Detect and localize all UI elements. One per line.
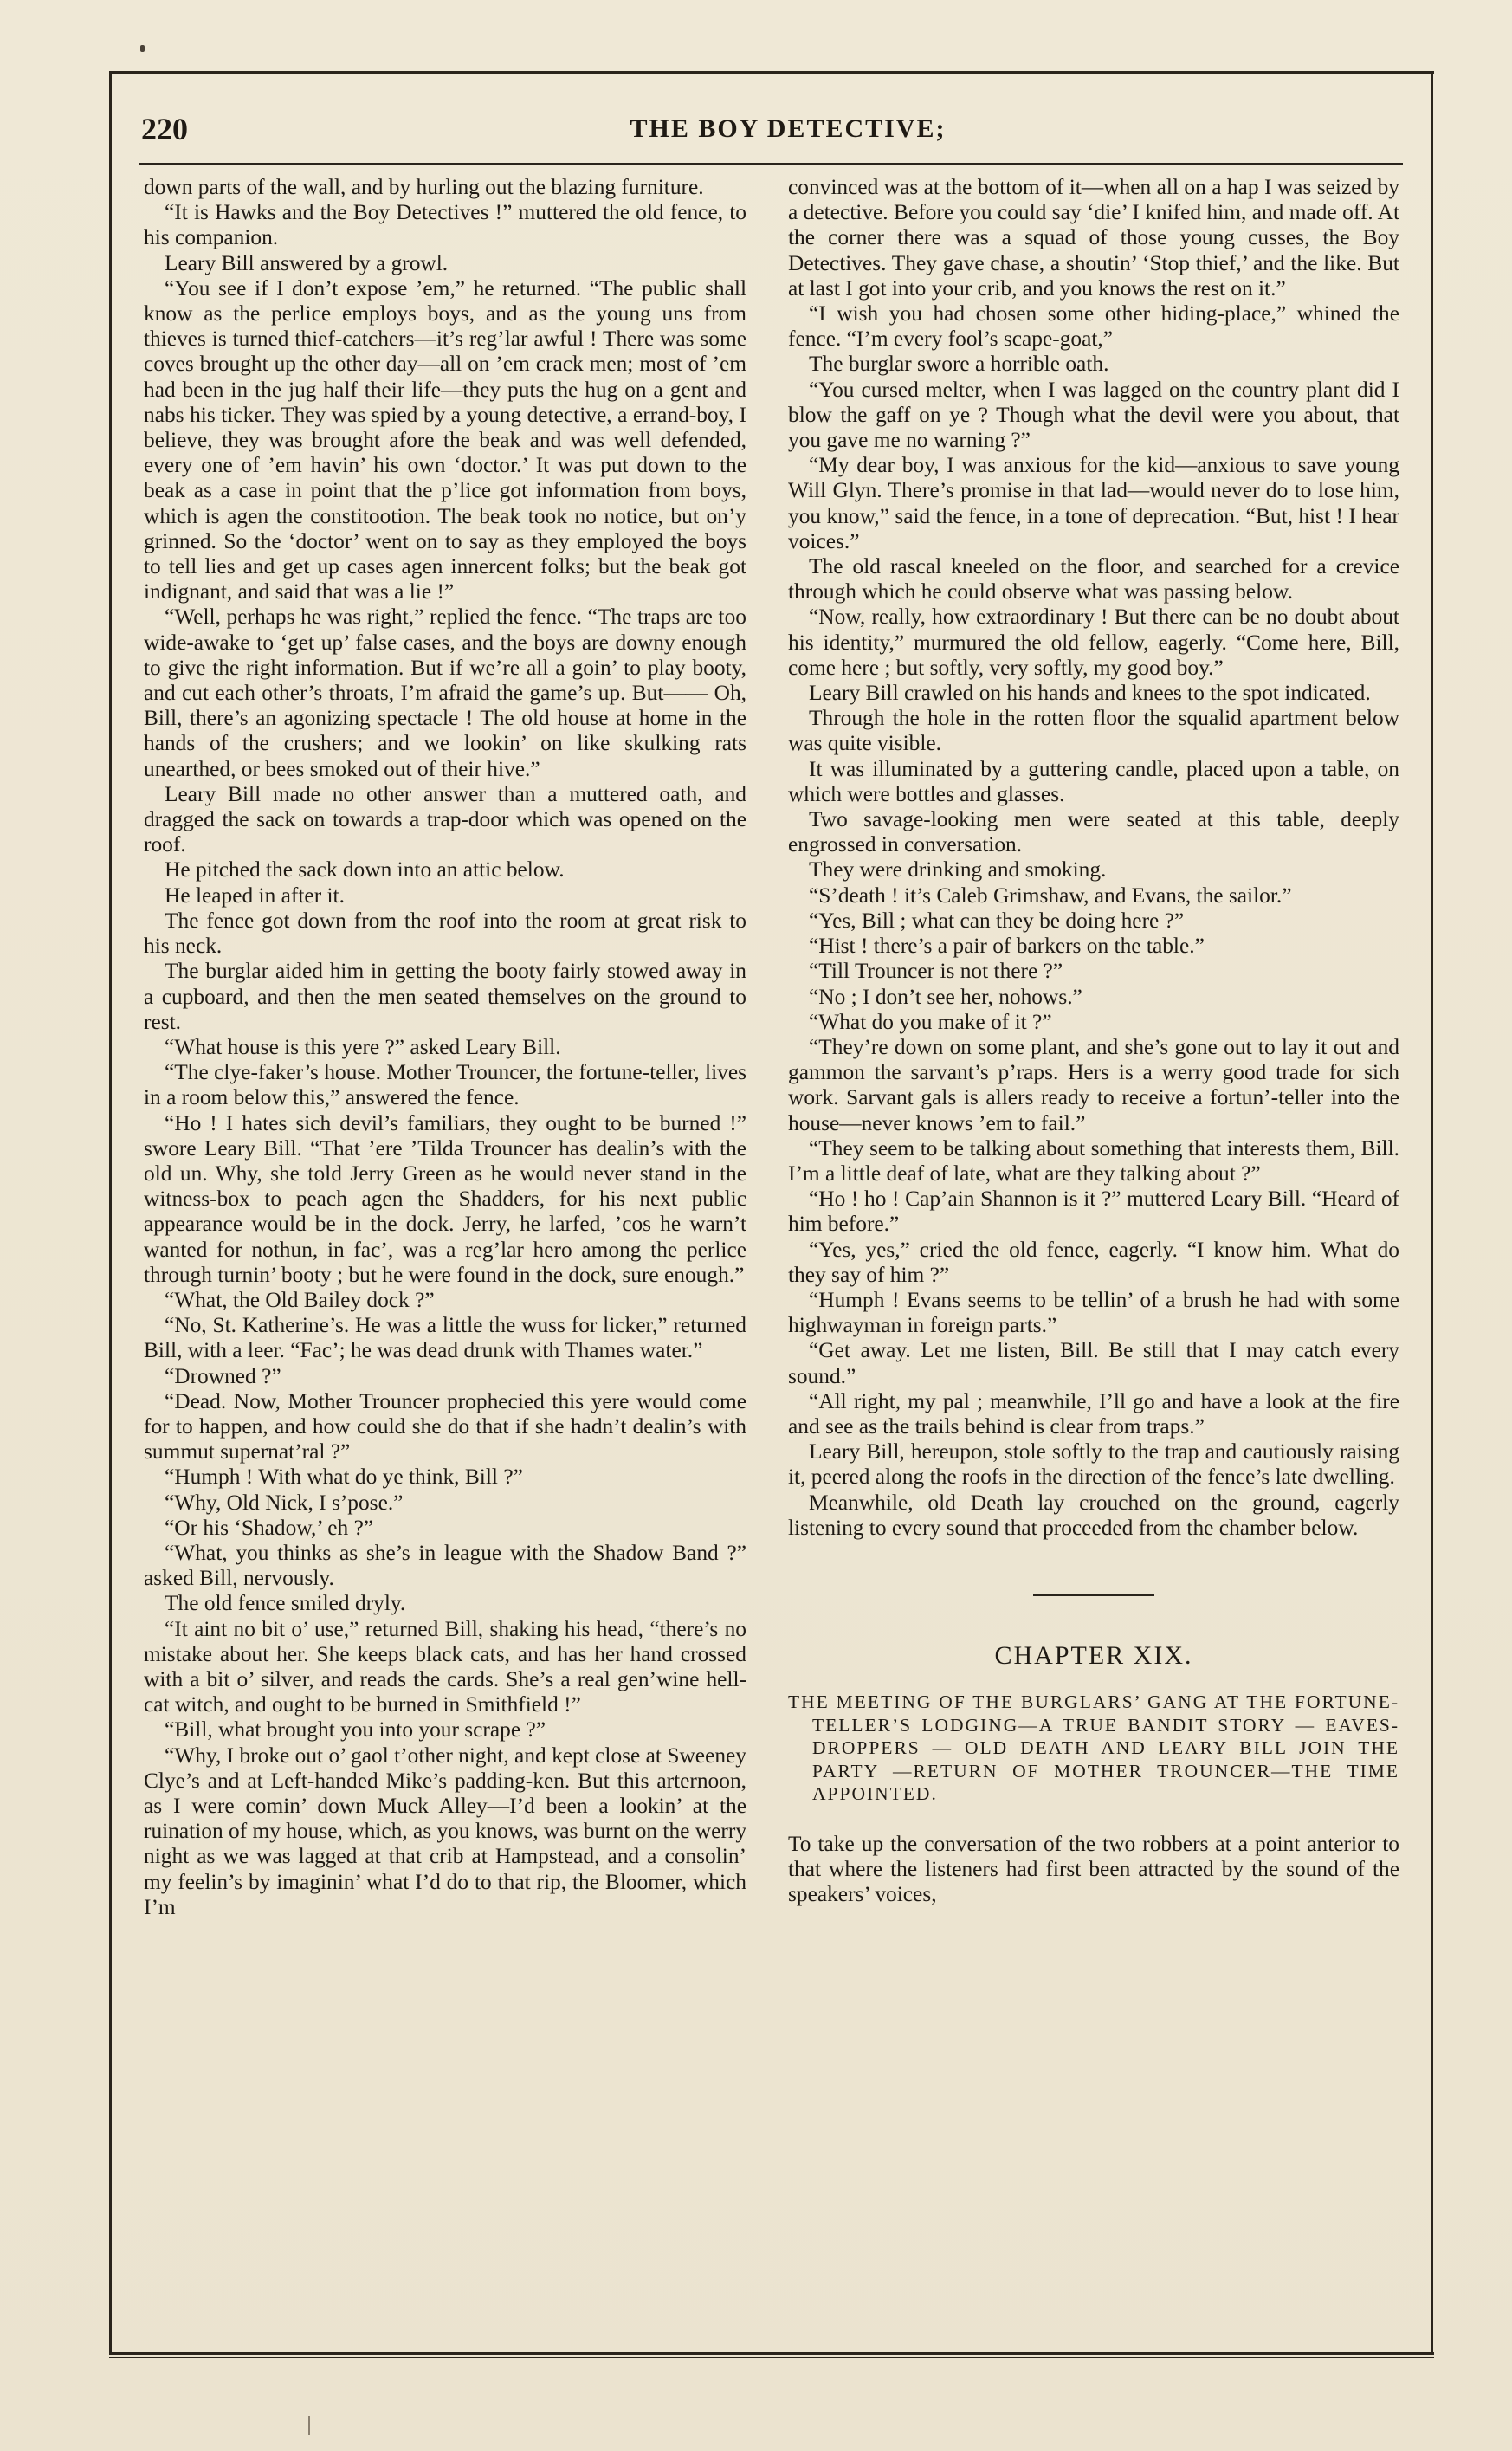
paragraph: “Get away. Let me listen, Bill. Be still that I may catch every sound.” [788,1338,1399,1388]
paragraph: “It is Hawks and the Boy Detectives !” muttered the old fence, to his companion. [144,200,746,250]
chapter-summary: THE MEETING OF THE BURGLARS’ GANG AT THE FORTUNE-TELLER’S LODGING—A TRUE BANDIT STORY — EAVES-DROPPERS — OLD DEATH AND LEARY BILL JOIN THE PARTY —RETURN OF MOTHER TROUNCER—THE TIME APPOINTED. [788,1691,1399,1805]
paragraph: “Humph ! With what do ye think, Bill ?” [165,1465,523,1490]
paragraph: “No ; I don’t see her, nohows.” [809,984,1082,1009]
paragraph: “My dear boy, I was anxious for the kid—anxious to save young Will Glyn. There’s promise in that lad—would never do to lose him, you know,” said the fence, in a tone of deprecation. “But, hist ! I hear voices.” [788,453,1399,553]
margin-mark [308,2416,310,2435]
paragraph: “What do you make of it ?” [809,1009,1052,1034]
header-rule [139,163,1403,165]
page-frame-left [109,71,112,2354]
chapter-opening-paragraph: To take up the conversation of the two robbers at a point anterior to that where the listeners had first been attracted by the sound of the speakers’ voices, [788,1831,1399,1907]
chapter-divider-rule [1033,1594,1154,1596]
paragraph: “What, the Old Bailey dock ?” [165,1287,435,1312]
paragraph: “Till Trouncer is not there ?” [809,959,1063,984]
paragraph: “What house is this yere ?” asked Leary Bill. [165,1034,561,1059]
paragraph: “Or his ‘Shadow,’ eh ?” [165,1515,374,1540]
page-number: 220 [141,112,188,146]
paragraph: It was illuminated by a guttering candle, placed upon a table, on which were bottles and glasses. [788,756,1399,806]
paragraph: “Ho ! ho ! Cap’ain Shannon is it ?” muttered Leary Bill. “Heard of him before.” [788,1187,1399,1237]
paragraph: “The clye-faker’s house. Mother Trouncer, the fortune-teller, lives in a room below this,” answered the fence. [144,1060,746,1110]
paragraph: “Dead. Now, Mother Trouncer prophecied this yere would come for to happen, and how could she do that if she hadn’t dealin’s with summut supernat’ral ?” [144,1388,746,1465]
paragraph: Leary Bill, hereupon, stole softly to the trap and cautiously raising it, peered along the roofs in the direction of the fence’s late dwelling. [788,1439,1399,1490]
paragraph: Meanwhile, old Death lay crouched on the ground, eagerly listening to every sound that proceeded from the chamber below. [788,1490,1399,1540]
paragraph: “Drowned ?” [165,1363,281,1388]
left-column [144,175,746,1920]
paragraph: “What, you thinks as she’s in league with the Shadow Band ?” asked Bill, nervously. [144,1540,746,1591]
paragraph: “I wish you had chosen some other hiding-place,” whined the fence. “I’m every fool’s scape-goat,” [788,301,1399,352]
paragraph: The burglar swore a horrible oath. [809,352,1109,377]
paragraph: “All right, my pal ; meanwhile, I’ll go and have a look at the fire and see as the trails behind is clear from traps.” [788,1388,1399,1439]
paragraph: Leary Bill made no other answer than a muttered oath, and dragged the sack on towards a trap-door which was opened on the roof. [144,781,746,857]
paragraph: “You see if I don’t expose ’em,” he returned. “The public shall know as the perlice employs boys, and as the young uns from thieves is turned thief-catchers—it’s reg’lar awful ! There was some coves brought up the other day—all on ’em crack men; most of ’em had been in the jug half their life—they puts the hug on a gent and nabs his ticker. They was spied by a young detective, a errand-boy, I believe, they was brought afore the beak and was well defended, every one of ’em havin’ his own ‘doctor.’ It was put down to the beak as a case in point that the p’lice got information from boys, which is agen the constitootion. The beak took no notice, but on’y grinned. So the ‘doctor’ went on to say as they employed the boys to tell lies and get up cases agen innercent folks; but the beak got indignant, and said that was a lie !” [144,275,746,605]
paragraph: convinced was at the bottom of it—when all on a hap I was seized by a detective. Before you could say ‘die’ I knifed him, and made off. At the corner there was a squad of those young cusses, the Boy Detectives. They gave chase, a shoutin’ ‘Stop thief,’ and the like. But at last I got into your crib, and you knows the rest on it.” [788,175,1399,301]
paragraph: He pitched the sack down into an attic below. [165,857,565,883]
paragraph: They were drinking and smoking. [809,857,1107,883]
paragraph: “Why, I broke out o’ gaol t’other night, and kept close at Sweeney Clye’s and at Left-handed Mike’s padding-ken. But this arternoon, as I were comin’ down Muck Alley—I’d been a lookin’ at the ruination of my house, which, as you knows, was burnt on the werry night as we was lagged at that crib at Hampstead, and a consolin’ my feelin’s by imaginin’ what I’d do to that rip, the Bloomer, which I’m [144,1743,747,1919]
paragraph: “You cursed melter, when I was lagged on the country plant did I blow the gaff on ye ? Though what the devil were you about, that you gave me no warning ?” [788,377,1399,453]
paragraph: The old rascal kneeled on the floor, and searched for a crevice through which he could observe what was passing below. [788,554,1399,605]
paragraph: “Yes, yes,” cried the old fence, eagerly. “I know him. What do they say of him ?” [788,1237,1399,1287]
paragraph: “Hist ! there’s a pair of barkers on the table.” [809,934,1205,959]
paragraph: Through the hole in the rotten floor the squalid apartment below was quite visible. [788,706,1399,756]
paragraph: “Well, perhaps he was right,” replied the fence. “The traps are too wide-awake to ‘get up’ false cases, and the boys are downy enough to give the right information. But if we’re all a goin’ to play booty, and cut each other’s throats, I’m afraid the game’s up. But—— Oh, Bill, there’s an agonizing spectacle ! The old house at home in the hands of the crushers; and we lookin’ on like skulking rats unearthed, or bees smoked out of their hive.” [144,605,746,781]
paragraph: The burglar aided him in getting the booty fairly stowed away in a cupboard, and then the men seated themselves on the ground to rest. [144,959,746,1034]
chapter-title: CHAPTER XIX. [994,1640,1193,1670]
paragraph: “It aint no bit o’ use,” returned Bill, shaking his head, “there’s no mistake about her. She keeps black cats, and has her hand crossed with a bit o’ silver, and reads the cards. She’s a real gen’wine hell-cat witch, and ought to be burned in Smithfield !” [144,1616,746,1717]
paragraph: “S’death ! it’s Caleb Grimshaw, and Evans, the sailor.” [809,883,1292,908]
page-frame-bottom-inner [109,2357,1434,2358]
right-column [788,175,1399,1907]
paragraph: The old fence smiled dryly. [165,1591,406,1616]
paragraph: The fence got down from the roof into the room at great risk to his neck. [144,908,746,959]
paragraph: down parts of the wall, and by hurling out the blazing furniture. [144,175,704,199]
paragraph: “No, St. Katherine’s. He was a little the wuss for licker,” returned Bill, with a leer. “Fac’; he was dead drunk with Thames water.” [144,1313,746,1363]
running-head: THE BOY DETECTIVE; [630,114,947,143]
paragraph: “Bill, what brought you into your scrape ?” [165,1717,546,1743]
paragraph: He leaped in after it. [165,883,345,908]
paragraph: Leary Bill crawled on his hands and knees to the spot indicated. [809,681,1371,706]
paragraph: Two savage-looking men were seated at this table, deeply engrossed in conversation. [788,807,1399,857]
paragraph: “They seem to be talking about something that interests them, Bill. I’m a little deaf of late, what are they talking about ?” [788,1135,1399,1186]
page-frame-top [109,71,1434,74]
paragraph: “Ho ! I hates sich devil’s familiars, they ought to be burned !” swore Leary Bill. “That ’ere ’Tilda Trouncer has dealin’s with the old un. Why, she told Jerry Green as he would never stand in the witness-box to peach agen the Shadders, for his next public appearance would be in the dock. Jerry, he larfed, ’cos he warn’t wanted for nothun, in fac’, was a reg’lar hero among the perlice through turnin’ booty ; but he were found in the dock, sure enough.” [144,1110,746,1287]
paragraph: Leary Bill answered by a growl. [165,250,449,275]
paragraph: “Humph ! Evans seems to be tellin’ of a brush he had with some highwayman in foreign parts.” [788,1287,1399,1338]
paragraph: “Why, Old Nick, I s’pose.” [165,1490,404,1515]
page-frame-right [1431,71,1433,2354]
paragraph: “Now, really, how extraordinary ! But there can be no doubt about his identity,” murmured the old fellow, eagerly. “Come here, Bill, come here ; but softly, very softly, my good boy.” [788,605,1399,680]
paragraph: “They’re down on some plant, and she’s gone out to lay it out and gammon the sarvant’s p’raps. Hers is a werry good trade for sich work. Sarvant gals is allers ready to receive a fortun’-teller into the house—never knows ’em to fail.” [788,1034,1399,1135]
ink-speck [140,45,145,52]
paragraph: “Yes, Bill ; what can they be doing here ?” [809,908,1185,933]
page-frame-bottom [109,2352,1434,2355]
